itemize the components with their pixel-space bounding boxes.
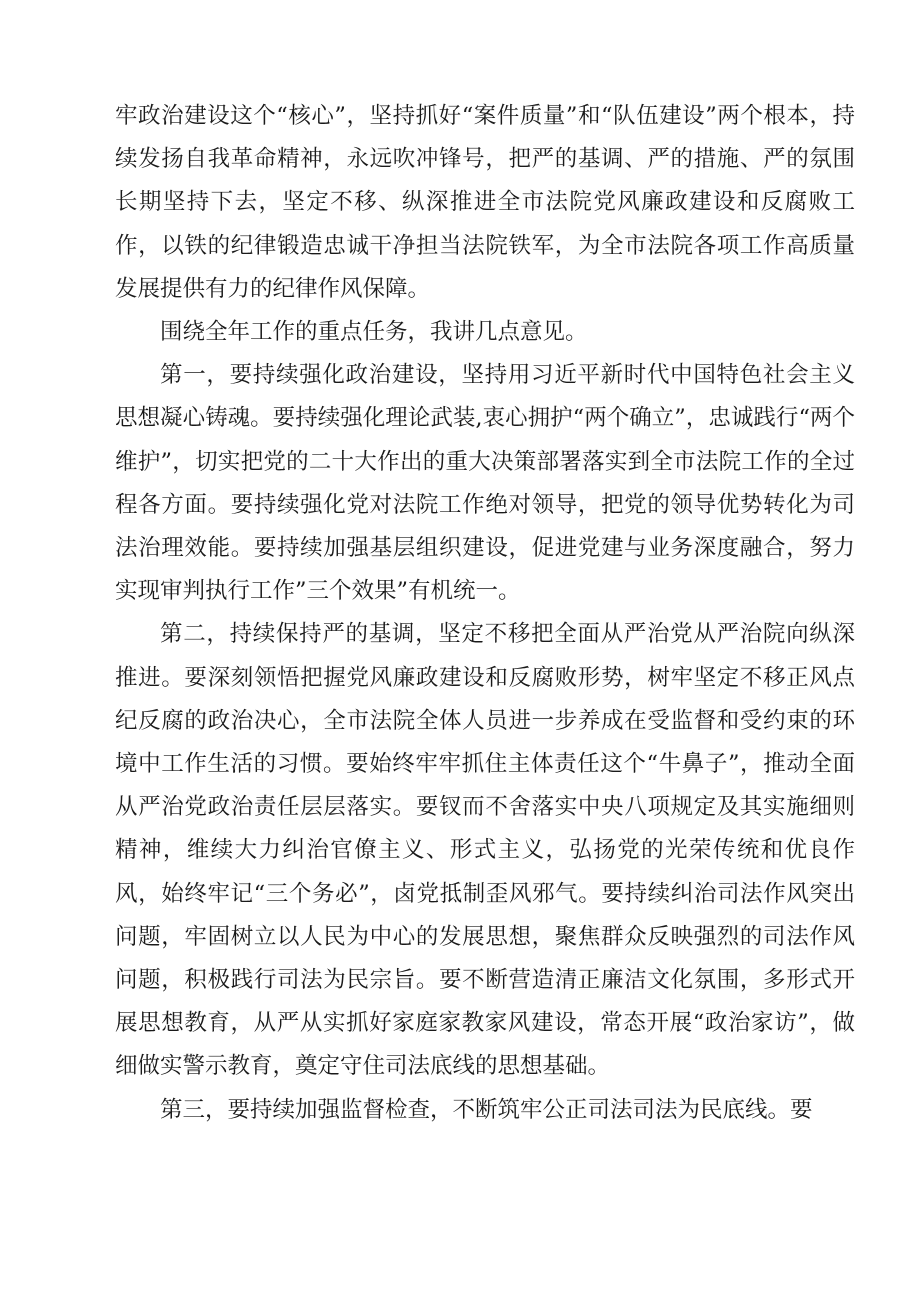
paragraph-key-tasks: 围绕全年工作的重点任务，我讲几点意见。 <box>160 319 588 346</box>
paragraph-second-point: 第二，持续保持严的基调，坚定不移把全面从严治党从严治院向纵深推进。要深刻领悟把握党风廉政建设和反腐败形势，树牢坚定不移正风点纪反腐的政治决心，全市法院全体人员进一步养成在受监督和受约束的环境中工作生活的习惯。要始终牢牢抓住主体责任这个“牛鼻子”，推动全面从严治党政治责任层层落实。要钗而不舍落实中央八项规定及其实施细则精神，维续大力纠治官僚主义、形式主义，弘扬党的光荣传统和优良作风，始终牢记“三个务必”，卤党抵制歪风邪气。要持续纠治司法作风突出问题，牢固树立以人民为中心的发展思想，聚焦群众反映强烈的司法作风问题，积极践行司法为民宗旨。要不断营造清正廉洁文化氛围，多形式开展思想教育，从严从实抓好家庭家教家风建设，常态开展“政治家访”，做细做实警示教育，奠定守住司法底线的思想基础。 <box>115 621 855 1080</box>
document-body <box>115 95 855 1132</box>
paragraph-third-point: 第三，要持续加强监督检查，不断筑牢公正司法司法为民底线。要 <box>160 1096 813 1123</box>
paragraph-intro-continuation: 牢政治建设这个“核心”，坚持抓好“案件质量”和“队伍建设”两个根本，持续发扬自我革命精神，永远吹冲锋号，把严的基调、严的措施、严的氛围长期坚持下去，坚定不移、纵深推进全市法院党风廉政建设和反腐败工作，以铁的纪律锻造忠诚干净担当法院铁军，为全市法院各项工作高质量发展提供有力的纪律作风保障。 <box>115 103 855 302</box>
paragraph-first-point: 第一，要持续强化政治建设，坚持用习近平新时代中国特色社会主义思想凝心铸魂。要持续强化理论武装,衷心拥护“两个确立”，忠诚践行“两个维护”，切实把党的二十大作出的重大决策部署落实到全市法院工作的全过程各方面。要持续强化党对法院工作绝对领导，把党的领导优势转化为司法治理效能。要持续加强基层组织建设，促进党建与业务深度融合，努力实现审判执行工作”三个效果”有机统一。 <box>115 362 855 605</box>
